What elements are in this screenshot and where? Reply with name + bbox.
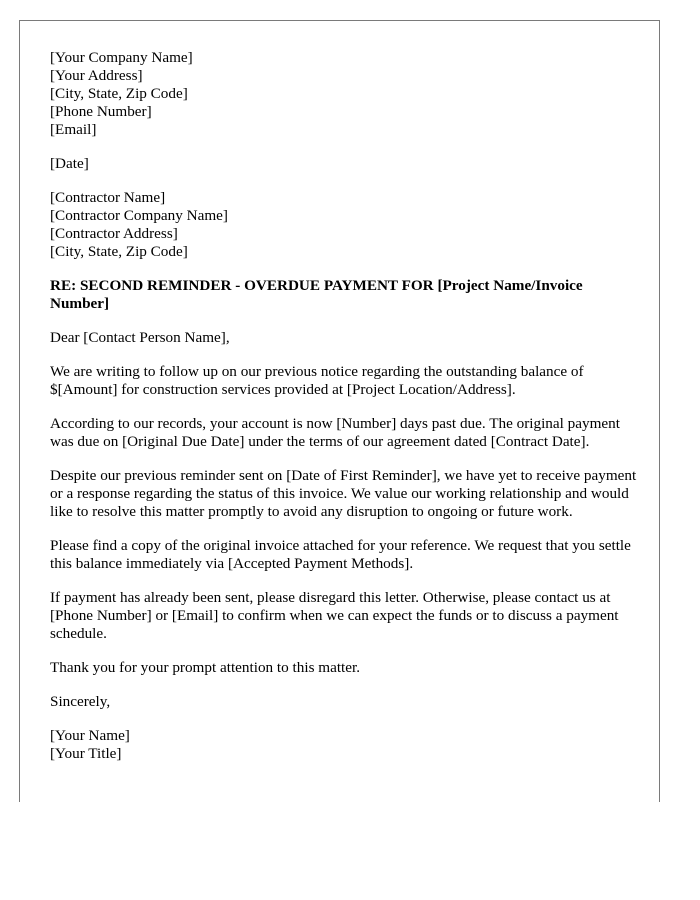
paragraph-thank-you: Thank you for your prompt attention to this matter.: [50, 659, 361, 676]
paragraph-contact-us: If payment has already been sent, please disregard this letter. Otherwise, please contact us at [Phone Number] or [Email] to confirm when we can expect the funds or to discuss a payment schedule.: [50, 589, 619, 642]
paragraph-invoice-attached: Please find a copy of the original invoice attached for your reference. We request that you settle this balance immediately via [Accepted Payment Methods].: [50, 537, 631, 572]
sender-company: [Your Company Name]: [50, 49, 193, 66]
paragraph-past-due: According to our records, your account is now [Number] days past due. The original payment was due on [Original Due Date] under the terms of our agreement dated [Contract Date].: [50, 415, 620, 450]
sender-email: [Email]: [50, 121, 97, 138]
letter-date: [Date]: [50, 155, 89, 172]
date-block: [50, 155, 642, 173]
signature-block: [50, 727, 642, 763]
recipient-company: [Contractor Company Name]: [50, 207, 228, 224]
signature-title: [Your Title]: [50, 745, 122, 762]
paragraph-outstanding-balance: We are writing to follow up on our previous notice regarding the outstanding balance of $[Amount] for construction services provided at [Project Location/Address].: [50, 363, 584, 398]
sender-address: [Your Address]: [50, 67, 143, 84]
recipient-address: [Contractor Address]: [50, 225, 178, 242]
sender-city-state-zip: [City, State, Zip Code]: [50, 85, 188, 102]
salutation: Dear [Contact Person Name],: [50, 329, 230, 346]
paragraph-previous-reminder: Despite our previous reminder sent on [Date of First Reminder], we have yet to receive payment or a response regarding the status of this invoice. We value our working relationship and would like to resolve this matter promptly to avoid any disruption to ongoing or future work.: [50, 467, 637, 520]
signature-name: [Your Name]: [50, 727, 130, 744]
recipient-block: [50, 189, 642, 261]
recipient-city-state-zip: [City, State, Zip Code]: [50, 243, 188, 260]
recipient-name: [Contractor Name]: [50, 189, 166, 206]
sender-phone: [Phone Number]: [50, 103, 152, 120]
closing: Sincerely,: [50, 693, 111, 710]
subject-line: RE: SECOND REMINDER - OVERDUE PAYMENT FOR [Project Name/Invoice Number]: [50, 277, 583, 312]
letter-content: [50, 49, 642, 763]
letter-page: [19, 20, 660, 802]
sender-block: [50, 49, 642, 139]
